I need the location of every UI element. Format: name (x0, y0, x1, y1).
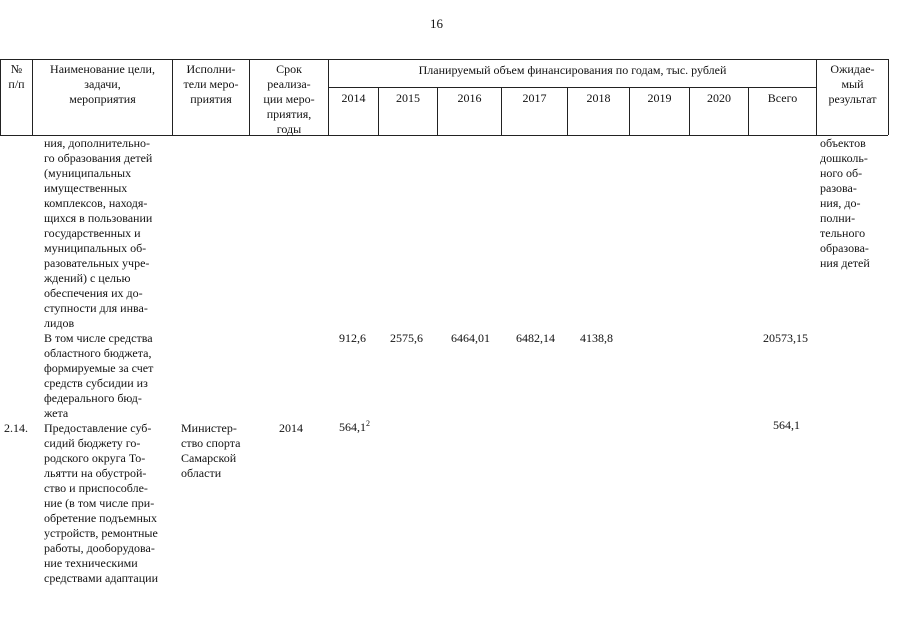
year-header-total: Всего (767, 91, 798, 105)
header-result: Ожидае- мый результат (828, 62, 877, 106)
subrow-value-2017: 6482,14 (516, 331, 555, 345)
header-term: Срок реализа- ции меро- приятия, годы (263, 62, 315, 136)
col-rule (888, 59, 889, 135)
header-name: Наименование цели, задачи, мероприятия (50, 62, 155, 106)
row-value-2014 (339, 420, 370, 435)
subrow-value-2014: 912,6 (339, 331, 366, 345)
year-header-2019: 2019 (647, 91, 672, 105)
row-value-2014-number: 564,1 (339, 420, 366, 434)
subrow-value-2018: 4138,8 (580, 331, 613, 345)
row-term: 2014 (279, 421, 303, 435)
header-executor: Исполни- тели меро- приятия (183, 62, 239, 106)
row-number: 2.14. (4, 421, 28, 435)
page-number: 16 (430, 16, 443, 31)
funding-subheader-rule (328, 87, 816, 88)
row-value-total: 564,1 (773, 418, 800, 432)
footnote-marker: 2 (366, 419, 370, 428)
table-top-border (0, 59, 888, 60)
header-funding: Планируемый объем финансирования по годам, тыс. рублей (418, 63, 727, 77)
subrow-value-2016: 6464,01 (451, 331, 490, 345)
subrow-value-2015: 2575,6 (390, 331, 423, 345)
row-name: Предоставление суб- сидий бюджету го- родского округа То- льятти на обустрой- ство и приспособле- ние (в том числе при- обретение подъемных устройств, ремонтные работы, дооборудова- ние техническими средствами адаптации (44, 421, 159, 585)
year-header-2015: 2015 (396, 91, 420, 105)
year-header-2020: 2020 (707, 91, 731, 105)
continued-row-name: ния, дополнительно- го образования детей (муниципальных имущественных комплексов, находя- щихся в пользовании государственных и муниципальных об- разовательных учре- ждений) с целью обеспечения их до- ступности для инва- лидов (44, 136, 153, 330)
continued-row-result: объектов дошколь- ного об- разова- ния, до- полни- тельного образова- ния детей (820, 136, 870, 270)
subrow-value-total: 20573,15 (763, 331, 808, 345)
year-header-2016: 2016 (457, 91, 482, 105)
year-header-2014: 2014 (341, 91, 366, 105)
year-header-2017: 2017 (522, 91, 547, 105)
year-header-2018: 2018 (586, 91, 611, 105)
row-executor: Министер- ство спорта Самарской области (181, 421, 241, 480)
subrow-name: В том числе средства областного бюджета, формируемые за счет средств субсидии из федерального бюд- жета (44, 331, 154, 420)
header-number: № п/п (8, 62, 25, 91)
